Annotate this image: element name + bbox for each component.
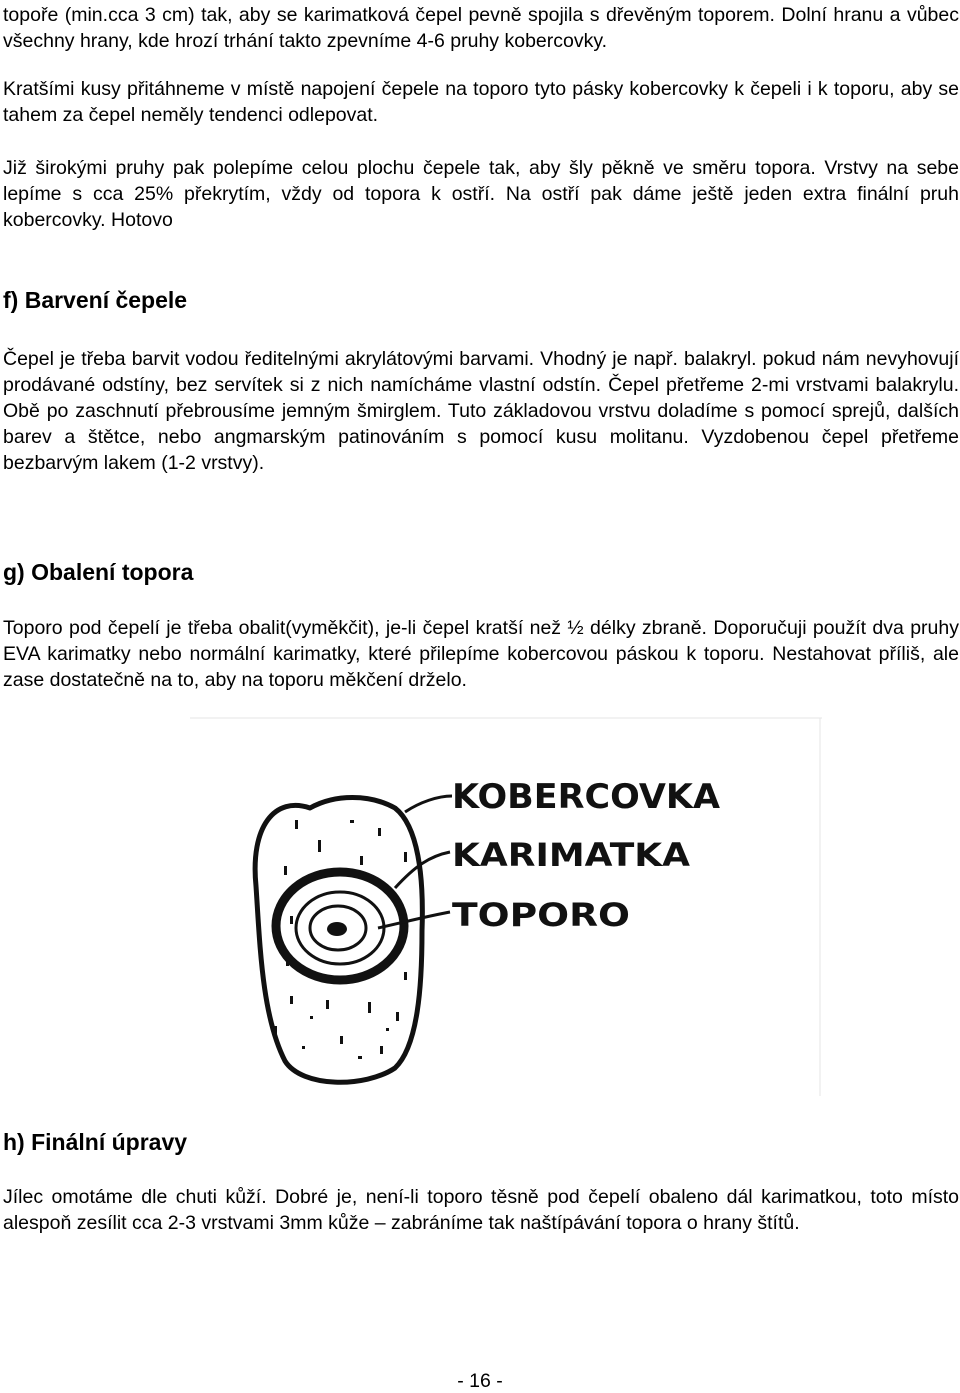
paragraph-final-touches: Jílec omotáme dle chuti kůží. Dobré je, není-li toporo těsně pod čepelí obaleno dál karimatkou, toto místo alespoň zesílit cca 2-3 vrstvami 3mm kůže – zabráníme tak naštípávání topora o hrany štítů. <box>3 1186 959 1234</box>
paragraph-kobercovka-edges: topoře (min.cca 3 cm) tak, aby se karimatková čepel pevně spojila s dřevěným toporem. Dolní hranu a vůbec všechny hrany, kde hrozí trhání takto zpevníme 4-6 pruhy kobercovky. <box>3 4 959 52</box>
paragraph-wrapping-shaft: Toporo pod čepelí je třeba obalit(vyměkčit), je-li čepel kratší než ½ délky zbraně. Doporučuji použít dva pruhy EVA karimatky nebo normální karimatky, které přilepíme kobercovou páskou k toporu. Nestahovat příliš, ale zase dostatečně na to, aby na toporu měkčení drželo. <box>3 617 959 691</box>
cross-section-figure <box>190 716 822 1096</box>
paragraph-tape-joints: Kratšími kusy přitáhneme v místě napojení čepele na toporo tyto pásky kobercovky k čepeli i k toporu, aby se tahem za čepel neměly tendenci odlepovat. <box>3 78 959 126</box>
paragraph-painting: Čepel je třeba barvit vodou ředitelnými akrylátovými barvami. Vhodný je např. balakryl. pokud nám nevyhovují prodávané odstíny, bez servítek si z nich namícháme vlastní odstín. Čepel přetřeme 2-mi vrstvami balakrylu. Obě po zaschnutí přebrousíme jemným šmirglem. Tuto základovou vrstvu doladíme s pomocí sprejů, dalších barev a štětce, nebo angmarským patinováním s pomocí kusu molitanu. Vyzdobenou čepel přetřeme bezbarvým lakem (1-2 vrstvy). <box>3 348 959 474</box>
heading-section-g: g) Obalení topora <box>3 559 194 585</box>
page-number: - 16 - <box>457 1370 503 1392</box>
foam-speckles <box>274 820 407 1059</box>
leader-kobercovka <box>405 796 452 812</box>
label-kobercovka: KOBERCOVKA <box>452 777 721 817</box>
label-karimatka: KARIMATKA <box>452 836 691 874</box>
label-toporo: TOPORO <box>452 896 630 934</box>
heading-section-f: f) Barvení čepele <box>3 287 188 313</box>
heading-section-h: h) Finální úpravy <box>3 1129 188 1155</box>
leader-toporo <box>378 912 450 928</box>
cross-section-drawing <box>190 716 822 1096</box>
toporo-core <box>327 922 347 936</box>
paragraph-wide-strips: Již širokými pruhy pak polepíme celou plochu čepele tak, aby šly pěkně ve směru topora. Vrstvy na sebe lepíme s cca 25% překrytím, vždy od topora k ostří. Na ostří pak dáme ještě jeden extra finální pruh kobercovky. Hotovo <box>3 157 959 231</box>
